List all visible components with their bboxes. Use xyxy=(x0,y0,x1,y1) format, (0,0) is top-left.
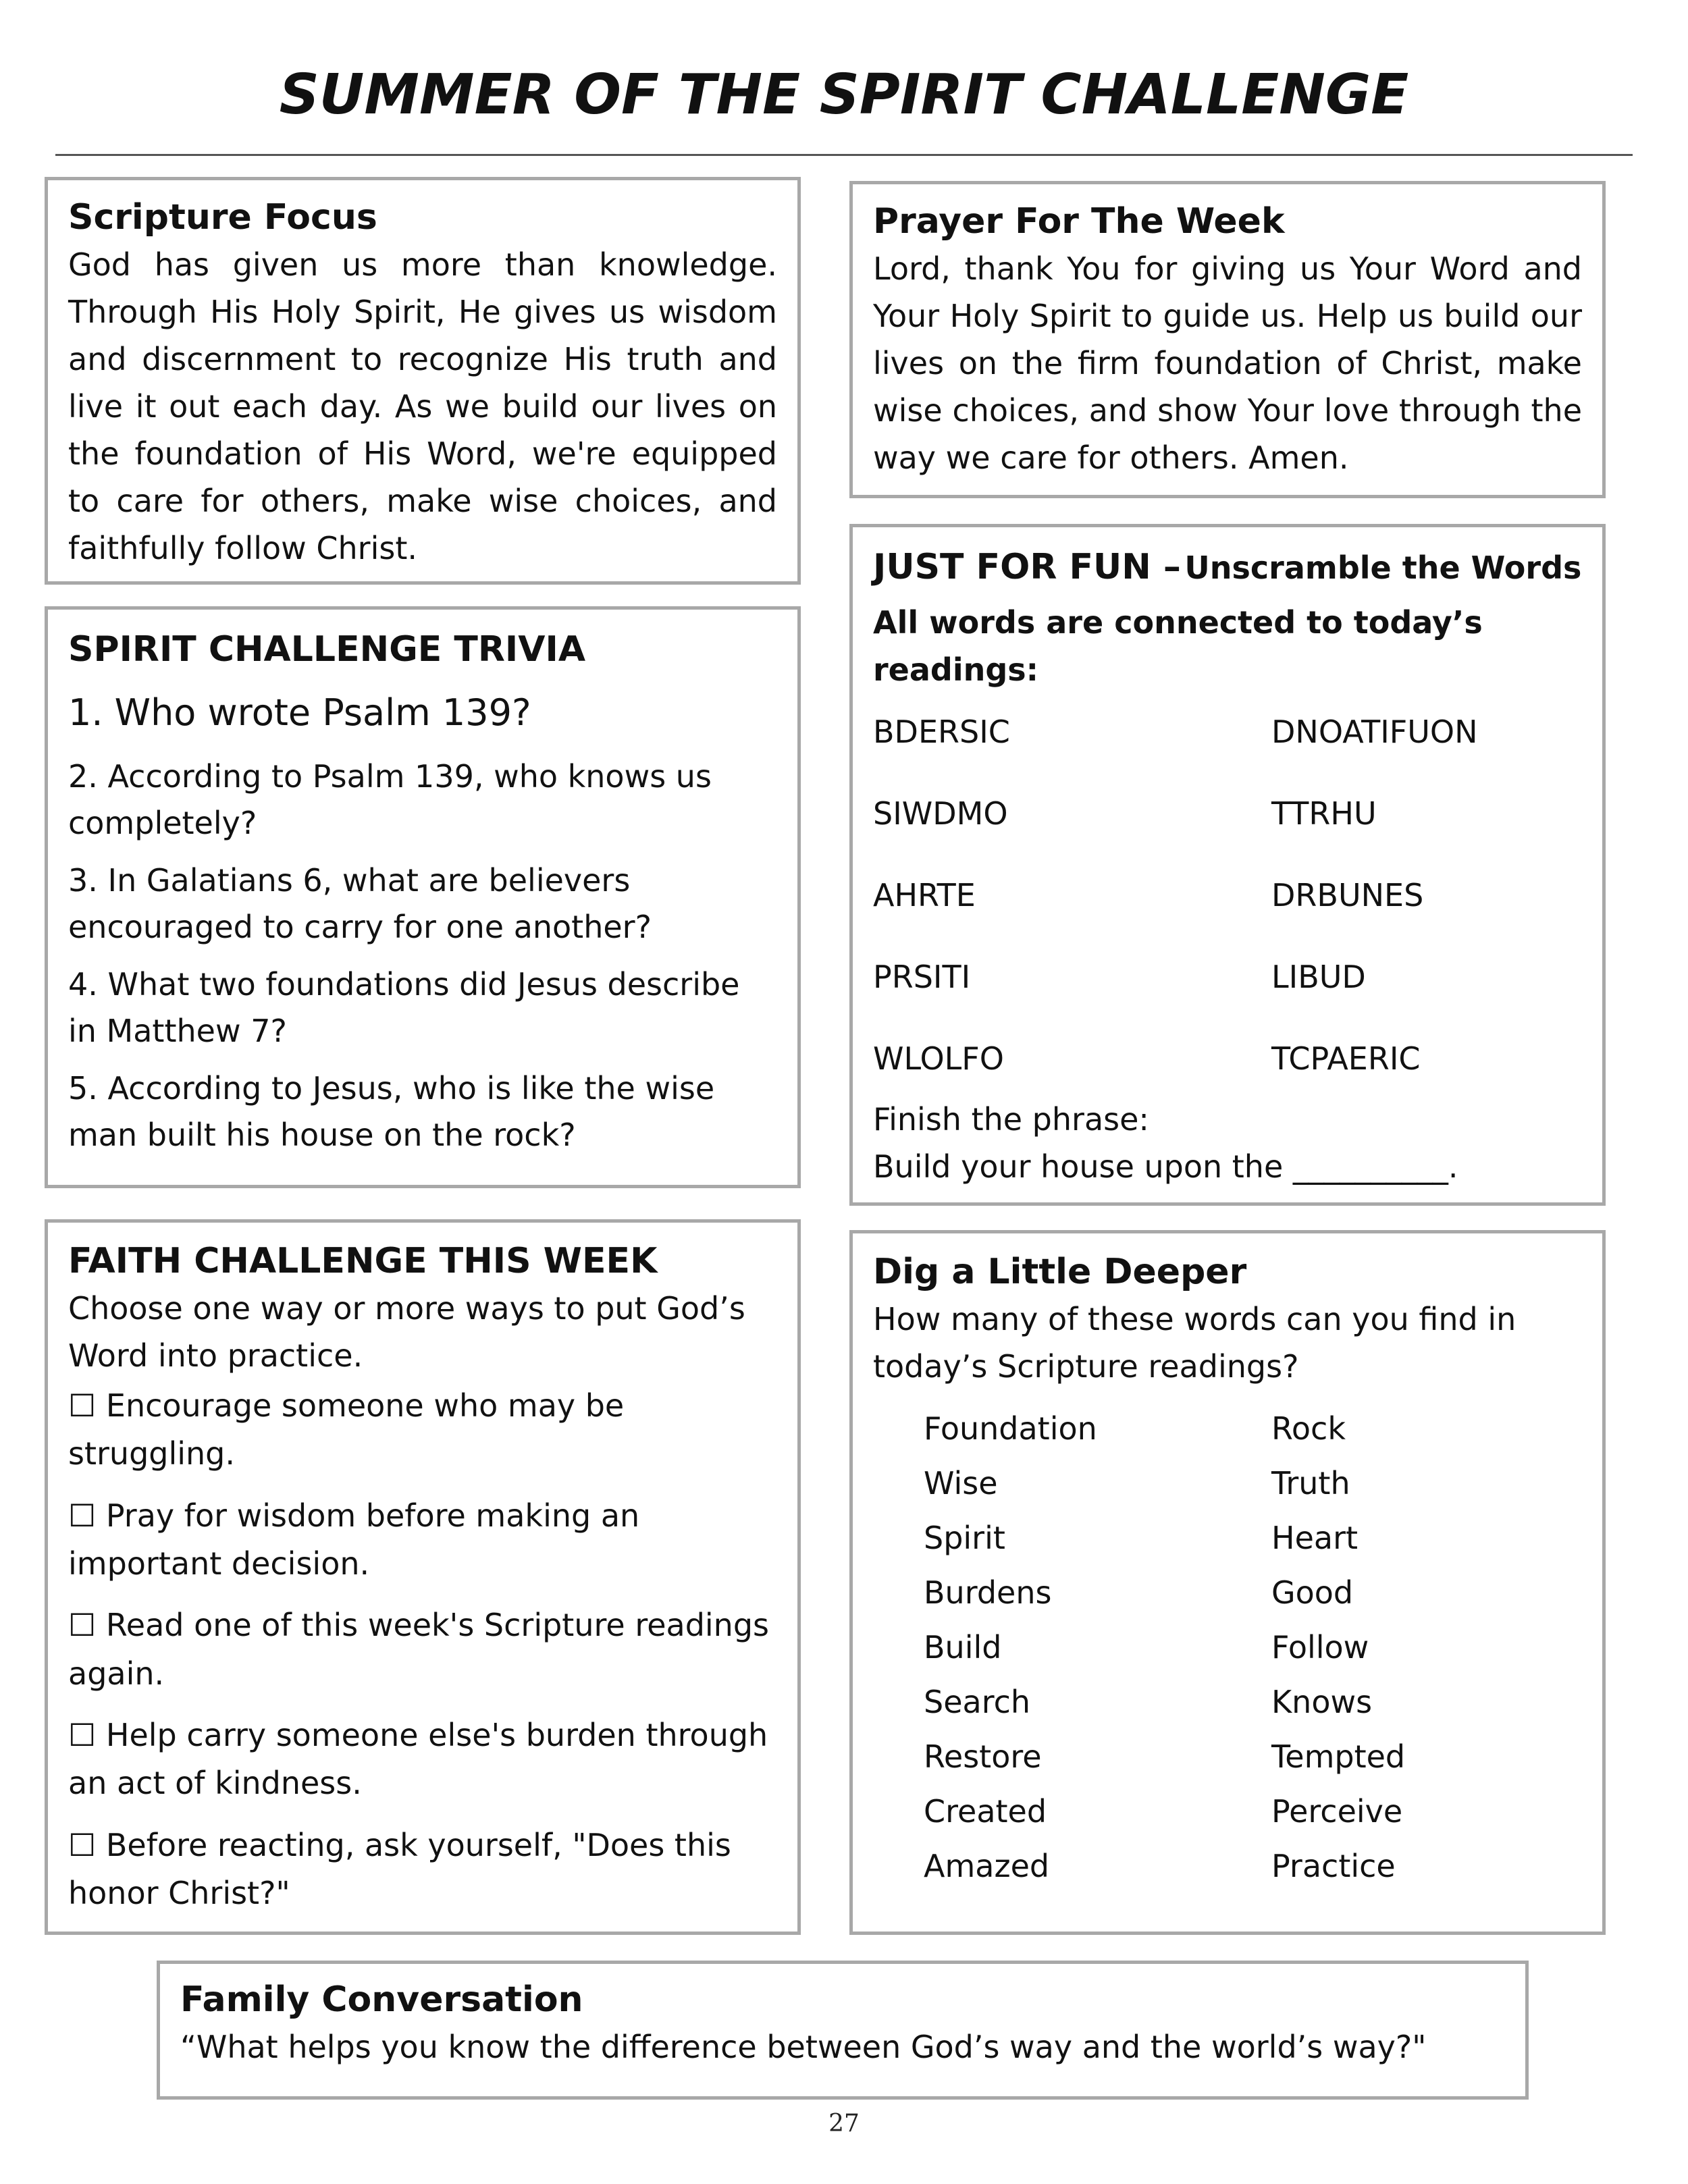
family-conversation-heading: Family Conversation xyxy=(180,1979,583,2020)
prayer-box xyxy=(849,181,1606,498)
search-word: Truth xyxy=(1271,1465,1350,1502)
search-word: Wise xyxy=(924,1465,998,1502)
word-row xyxy=(873,959,1582,1040)
trivia-question-1: 1. Who wrote Psalm 139? xyxy=(68,691,531,735)
search-word: Restore xyxy=(924,1738,1042,1776)
checkbox-icon[interactable]: ☐ xyxy=(68,1387,97,1424)
checkbox-icon[interactable]: ☐ xyxy=(68,1826,97,1863)
unscramble-heading: JUST FOR FUN – xyxy=(873,547,1181,587)
search-words-grid xyxy=(924,1410,1633,1902)
word-row xyxy=(924,1629,1633,1684)
search-word: Burdens xyxy=(924,1574,1052,1612)
dig-deeper-heading: Dig a Little Deeper xyxy=(873,1252,1247,1292)
title-divider xyxy=(55,154,1633,156)
search-word: Good xyxy=(1271,1574,1354,1612)
search-word: Perceive xyxy=(1271,1793,1403,1830)
scrambled-word: TTRHU xyxy=(1271,795,1377,832)
dig-deeper-intro: How many of these words can you find in today’s Scripture readings? xyxy=(873,1301,1516,1385)
search-word: Build xyxy=(924,1629,1002,1666)
challenge-item[interactable]: ☐ Read one of this week's Scripture readings again. xyxy=(68,1607,770,1692)
trivia-box xyxy=(45,606,801,1188)
family-conversation-box xyxy=(157,1961,1529,2100)
word-row xyxy=(924,1848,1633,1902)
scrambled-word: DRBUNES xyxy=(1271,877,1424,913)
challenge-item[interactable]: ☐ Encourage someone who may be struggling. xyxy=(68,1387,625,1472)
word-row xyxy=(873,1040,1582,1096)
scrambled-word: TCPAERIC xyxy=(1271,1040,1421,1077)
scrambled-word: DNOATIFUON xyxy=(1271,714,1478,750)
search-word: Knows xyxy=(1271,1684,1373,1721)
word-row xyxy=(924,1465,1633,1520)
trivia-question-5: 5. According to Jesus, who is like the wise man built his house on the rock? xyxy=(68,1070,715,1154)
trivia-question-2: 2. According to Psalm 139, who knows us completely? xyxy=(68,758,712,842)
word-row xyxy=(924,1574,1633,1629)
scrambled-words-grid xyxy=(873,714,1582,1096)
search-word: Follow xyxy=(1271,1629,1369,1666)
word-row xyxy=(924,1520,1633,1574)
word-row xyxy=(924,1793,1633,1848)
dig-deeper-box xyxy=(849,1230,1606,1935)
scrambled-word: PRSITI xyxy=(873,959,971,995)
scrambled-word: LIBUD xyxy=(1271,959,1366,995)
word-row xyxy=(873,795,1582,877)
checkbox-icon[interactable]: ☐ xyxy=(68,1716,97,1753)
search-word: Spirit xyxy=(924,1520,1005,1557)
trivia-question-4: 4. What two foundations did Jesus describe in Matthew 7? xyxy=(68,966,740,1050)
scrambled-word: BDERSIC xyxy=(873,714,1010,750)
word-row xyxy=(924,1410,1633,1465)
challenge-item[interactable]: ☐ Before reacting, ask yourself, "Does this honor Christ?" xyxy=(68,1826,731,1911)
word-row xyxy=(924,1738,1633,1793)
scripture-focus-body: God has given us more than knowledge. Through His Holy Spirit, He gives us wisdom and discernment to recognize His truth and live it out each day. As we build our lives on the foundation of His Word, we're equipped to care for others, make wise choices, and faithfully follow Christ. xyxy=(68,246,777,567)
search-word: Created xyxy=(924,1793,1047,1830)
page-title: SUMMER OF THE SPIRIT CHALLENGE xyxy=(279,63,1409,127)
checkbox-icon[interactable]: ☐ xyxy=(68,1497,97,1534)
checkbox-icon[interactable]: ☐ xyxy=(68,1607,97,1644)
faith-challenge-heading: FAITH CHALLENGE THIS WEEK xyxy=(68,1241,658,1281)
finish-phrase: Build your house upon the __________. xyxy=(873,1148,1458,1185)
word-row xyxy=(924,1684,1633,1738)
challenge-item[interactable]: ☐ Help carry someone else's burden through an act of kindness. xyxy=(68,1716,768,1802)
faith-challenge-intro: Choose one way or more ways to put God’s Word into practice. xyxy=(68,1290,745,1375)
prayer-body: Lord, thank You for giving us Your Word and Your Holy Spirit to guide us. Help us build our lives on the firm foundation of Christ, make wise choices, and show Your love through the way we care for others. Amen. xyxy=(873,250,1582,477)
unscramble-box xyxy=(849,524,1606,1206)
challenge-item[interactable]: ☐ Pray for wisdom before making an important decision. xyxy=(68,1497,640,1582)
unscramble-subtitle: Unscramble the Words xyxy=(1184,550,1582,586)
family-conversation-question: “What helps you know the difference between God’s way and the world’s way?" xyxy=(180,2029,1427,2066)
word-row xyxy=(873,714,1582,795)
search-word: Rock xyxy=(1271,1410,1346,1447)
finish-phrase-label: Finish the phrase: xyxy=(873,1101,1149,1138)
search-word: Heart xyxy=(1271,1520,1359,1557)
scripture-focus-box xyxy=(45,177,801,585)
word-row xyxy=(873,877,1582,959)
search-word: Practice xyxy=(1271,1848,1396,1885)
scrambled-word: WLOLFO xyxy=(873,1040,1004,1077)
page-number: 27 xyxy=(828,2110,860,2137)
scripture-focus-heading: Scripture Focus xyxy=(68,197,377,238)
prayer-heading: Prayer For The Week xyxy=(873,201,1285,242)
search-word: Amazed xyxy=(924,1848,1050,1885)
trivia-heading: SPIRIT CHALLENGE TRIVIA xyxy=(68,629,586,670)
unscramble-instructions: All words are connected to today’s readings: xyxy=(873,604,1483,688)
search-word: Tempted xyxy=(1271,1738,1406,1776)
faith-challenge-box xyxy=(45,1219,801,1935)
scrambled-word: SIWDMO xyxy=(873,795,1008,832)
search-word: Foundation xyxy=(924,1410,1097,1447)
trivia-question-3: 3. In Galatians 6, what are believers encouraged to carry for one another? xyxy=(68,862,652,946)
scrambled-word: AHRTE xyxy=(873,877,976,913)
search-word: Search xyxy=(924,1684,1031,1721)
